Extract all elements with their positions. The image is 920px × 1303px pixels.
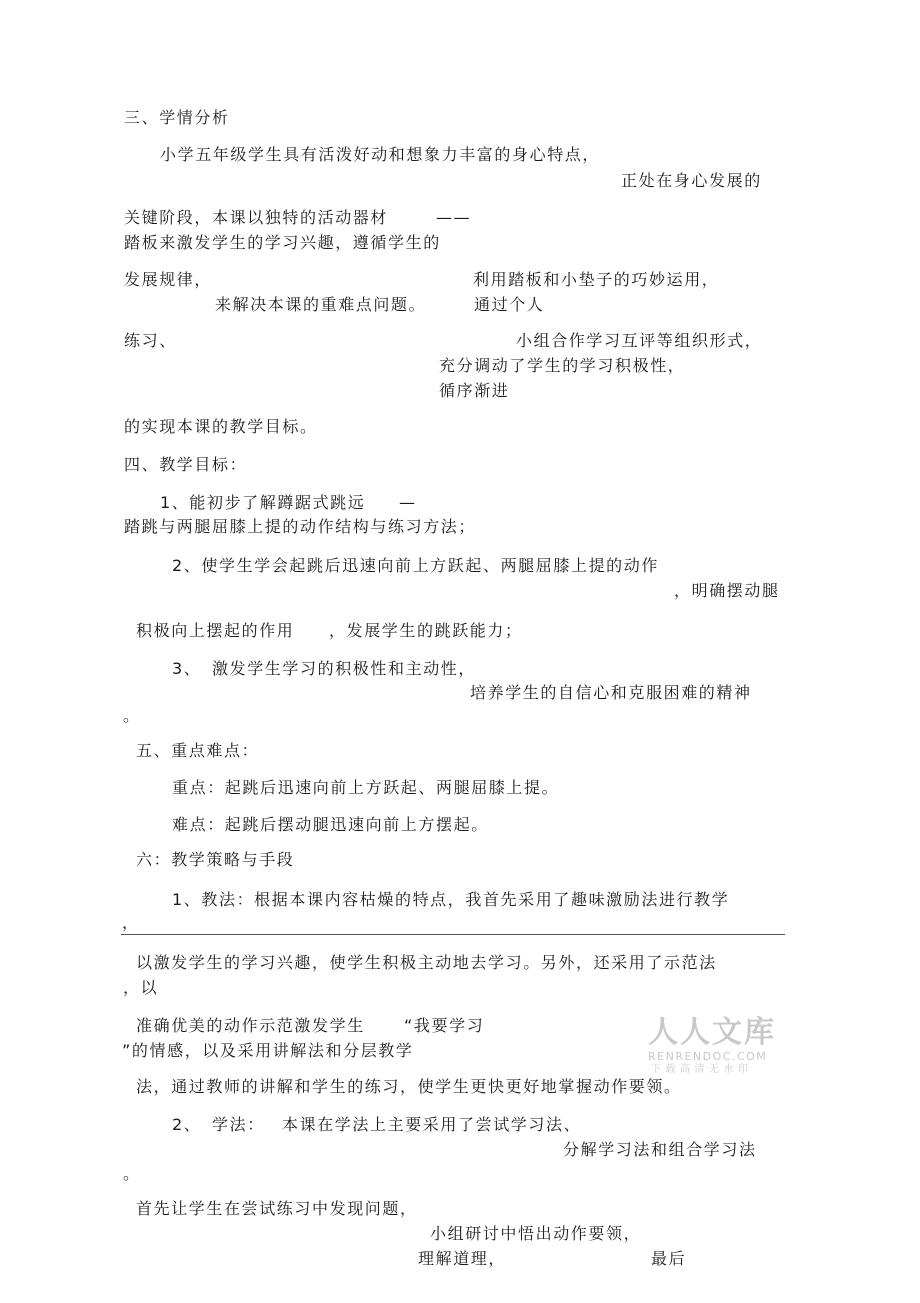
- section-heading-6: 六：教学策略与手段: [136, 850, 295, 869]
- section-heading-5: 五、重点难点：: [136, 741, 260, 760]
- strategy-2-label: 学法：: [212, 1115, 265, 1134]
- paragraph-line: 小组合作学习互评等组织形式，: [516, 331, 763, 350]
- watermark-url: RENRENDOC.COM: [648, 1050, 768, 1063]
- objective-3: 激发学生学习的积极性和主动性，: [212, 659, 477, 678]
- paragraph-line: 发展规律，: [124, 270, 213, 289]
- strategy-1-cont: 法，通过教师的讲解和学生的练习，使学生更快更好地掌握动作要领。: [136, 1077, 682, 1096]
- strategy-1: 1、教法：根据本课内容枯燥的特点，我首先采用了趣味激励法进行教学: [172, 890, 730, 909]
- paragraph-line: 来解决本课的重难点问题。: [215, 295, 427, 314]
- strategy-2-cont: 小组研讨中悟出动作要领，: [430, 1224, 642, 1243]
- section-heading-4: 四、教学目标：: [124, 455, 248, 474]
- paragraph-line: 通过个人: [474, 295, 545, 314]
- objective-2-cont: ，发展学生的跳跃能力；: [329, 621, 523, 640]
- watermark-title: 人人文库: [648, 1015, 776, 1050]
- paragraph-line: 的实现本课的教学目标。: [124, 417, 318, 436]
- strategy-1-cont: 以激发学生的学习兴趣，使学生积极主动地去学习。另外，还采用了示范法: [136, 953, 717, 972]
- strategy-2-cont: 首先让学生在尝试练习中发现问题，: [136, 1199, 418, 1218]
- watermark-subtitle: 下载高清无水印: [651, 1064, 753, 1075]
- key-point: 重点：起跳后迅速向前上方跃起、两腿屈膝上提。: [172, 778, 560, 797]
- objective-3-cont: 培养学生的自信心和克服困难的精神: [470, 683, 752, 702]
- strategy-2-cont: 分解学习法和组合学习法: [563, 1140, 757, 1159]
- strategy-1-cont: ”的情感，以及采用讲解法和分层教学: [122, 1041, 414, 1060]
- objective-2: 2、使学生学会起跳后迅速向前上方跃起、两腿屈膝上提的动作: [172, 556, 659, 575]
- strategy-1-cont: 准确优美的动作示范激发学生: [136, 1016, 365, 1035]
- strategy-2-cont: 最后: [651, 1249, 687, 1268]
- paragraph-line: 正处在身心发展的: [621, 171, 762, 190]
- paragraph-line: 充分调动了学生的学习积极性，: [439, 356, 686, 375]
- objective-3-number: 3、: [172, 659, 202, 678]
- objective-2-cont: ，明确摆动腿: [674, 581, 780, 600]
- strategy-2-number: 2、: [172, 1115, 202, 1134]
- objective-1-cont: 踏跳与两腿屈膝上提的动作结构与练习方法；: [124, 517, 477, 536]
- objective-2-cont: 积极向上摆起的作用: [136, 621, 295, 640]
- objective-3-end: 。: [123, 706, 141, 725]
- paragraph-line: 小学五年级学生具有活泼好动和想象力丰富的身心特点，: [160, 145, 601, 164]
- section-heading-3: 三、学情分析: [124, 108, 230, 127]
- paragraph-line: 关键阶段，本课以独特的活动器材: [124, 208, 389, 227]
- strategy-1-cont: “我要学习: [404, 1016, 485, 1035]
- paragraph-line: 踏板来激发学生的学习兴趣，遵循学生的: [124, 233, 441, 252]
- strategy-1-comma: ，: [122, 913, 140, 932]
- paragraph-line: 利用踏板和小垫子的巧妙运用，: [473, 270, 720, 289]
- paragraph-line: ——: [436, 208, 472, 227]
- strategy-1-cont: ，以: [123, 978, 159, 997]
- strategy-2-cont: 理解道理，: [418, 1249, 507, 1268]
- difficult-point: 难点：起跳后摆动腿迅速向前上方摆起。: [172, 815, 489, 834]
- paragraph-line: 练习、: [124, 331, 177, 350]
- strategy-2: 本课在学法上主要采用了尝试学习法、: [282, 1115, 582, 1134]
- strategy-2-end: 。: [123, 1164, 141, 1183]
- objective-1: 1、能初步了解蹲踞式跳远: [160, 493, 366, 512]
- objective-1-dash: —: [399, 493, 417, 512]
- paragraph-line: 循序渐进: [439, 381, 510, 400]
- page-divider: [121, 934, 785, 935]
